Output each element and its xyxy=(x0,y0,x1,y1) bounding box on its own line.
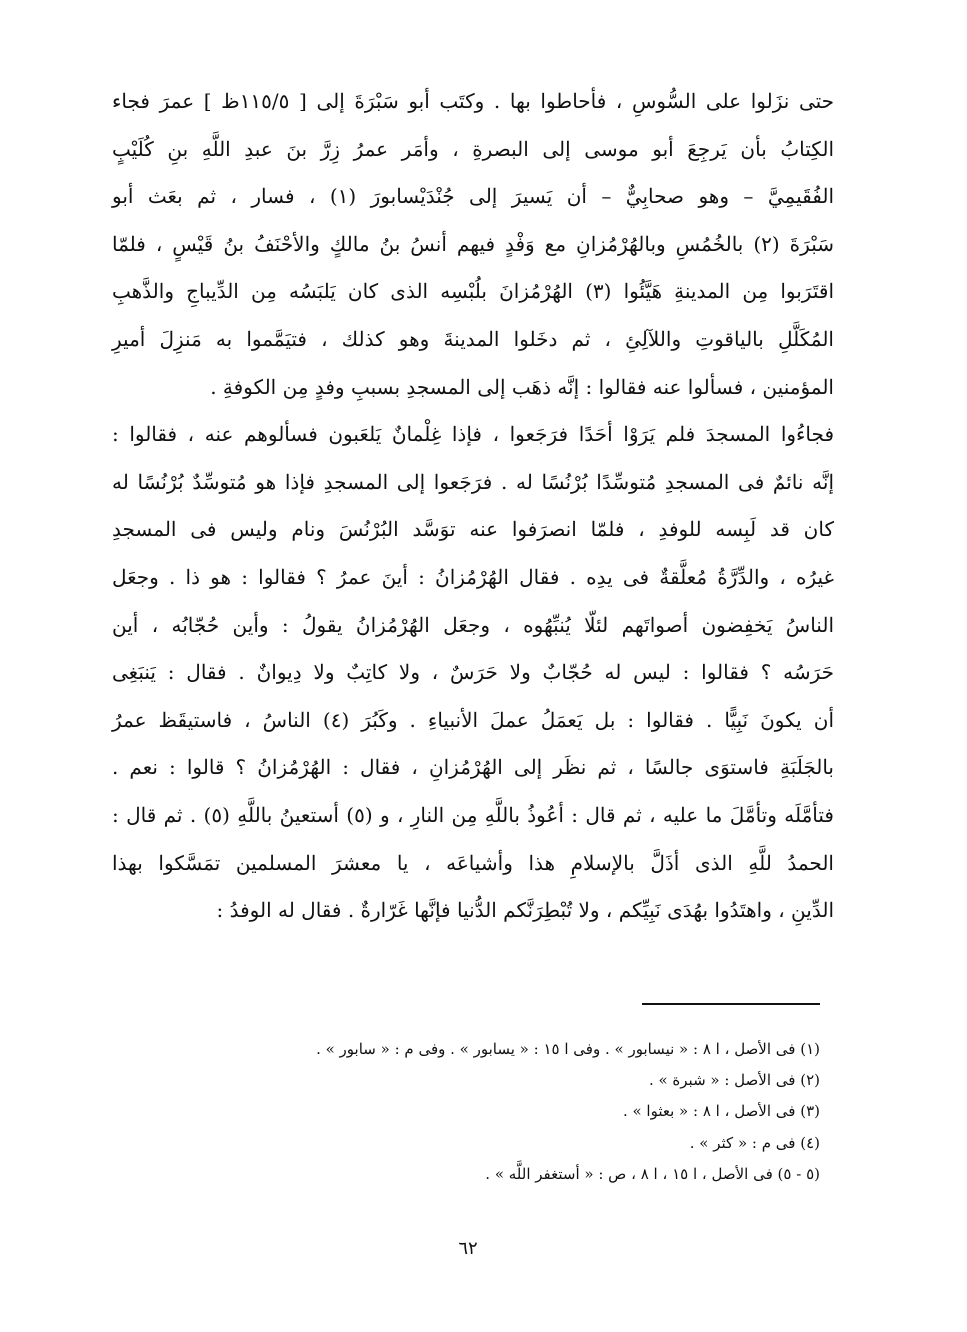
text-line: فتأمَّلَه وتأمَّلَ ما عليه ، ثم قال : أعُوذُ باللَّهِ مِن النارِ ، و (٥) أستعينُ باللَّهِ (٥) . ثم قال : xyxy=(112,802,834,827)
text-line: الحمدُ للَّهِ الذى أذَلَّ بالإسلامِ هذا وأشياعَه ، يا معشرَ المسلمين تمَسَّكوا بهذا xyxy=(112,850,834,875)
text-line: المؤمنين ، فسألوا عنه فقالوا : إنَّه ذهَب إلى المسجدِ بسببِ وفدٍ مِن الكوفةِ . xyxy=(210,374,834,399)
footnote-separator xyxy=(642,1003,820,1005)
text-line: المُكَلَّلِ بالياقوتِ واللآلِئِ ، ثم دخَلوا المدينةَ وهو كذلك ، فتيَمَّموا به مَنزِلَ أميرِ xyxy=(112,326,834,351)
text-line: إنَّه نائمٌ فى المسجدِ مُتوسِّدًا بُرْنُسًا له . فرَجَعوا إلى المسجدِ فإذا هو مُتوسِّدٌ بُرْنُسًا له xyxy=(112,469,834,494)
footnote: (٤) فى م : « كثر » . xyxy=(689,1133,820,1152)
text-line: غيرُه ، والدِّرَّةُ مُعلَّقةٌ فى يدِه . فقال الهُرْمُزانُ : أينَ عمرُ ؟ فقالوا : هو ذا . وجعَل xyxy=(112,564,834,589)
text-line: بالجَلَبَةِ فاستوَى جالسًا ، ثم نظَر إلى الهُرْمُزانِ ، فقال : الهُرْمُزانُ ؟ قالوا : نعم . xyxy=(112,755,834,780)
text-line: الكِتابُ بأن يَرجِعَ أبو موسى إلى البصرةِ ، وأمَر عمرُ زِرَّ بنَ عبدِ اللَّهِ بنِ كُلَيْبٍ xyxy=(112,136,834,161)
text-line: كان قد لَبِسه للوفدِ ، فلمّا انصرَفوا عنه توَسَّد البُرْنُسَ ونام وليس فى المسجدِ xyxy=(112,517,834,542)
footnote: (٥ - ٥) فى الأصل ، ا ١٥ ، ا ٨ ، ص : « أستغفر اللَّه » . xyxy=(485,1164,820,1183)
text-line: فجاءُوا المسجدَ فلم يَرَوْا أحَدًا فرَجَعوا ، فإذا غِلْمانٌ يَلعَبون فسألوهم عنه ، فقالوا : xyxy=(112,422,834,447)
footnote: (١) فى الأصل ، ا ٨ : « نيسابور » . وفى ا ١٥ : « يسابور » . وفى م : « سابور » . xyxy=(316,1040,820,1058)
text-line: الدِّينِ ، واهتَدُوا بهُدَى نَبِيِّكم ، ولا تُبْطِرَنَّكم الدُّنيا فإنَّها غَرّارةٌ . فقال له الوفدُ : xyxy=(216,898,834,923)
text-line: حَرَسُه ؟ فقالوا : ليس له حُجّابٌ ولا حَرَسٌ ، ولا كاتِبٌ ولا دِيوانٌ . فقال : يَنبَغِى xyxy=(112,660,834,685)
footnote: (٣) فى الأصل ، ا ٨ : « بعثوا » . xyxy=(622,1102,820,1121)
footnote: (٢) فى الأصل : « شبرة » . xyxy=(648,1071,820,1090)
main-text-block xyxy=(112,78,834,935)
text-line: سَبْرَةَ (٢) بالخُمُسِ وبالهُرْمُزانِ مع وَفْدٍ فيهم أنسُ بنُ مالكٍ والأحْنَفُ بنُ قَيْسٍ ، فلمّا xyxy=(112,231,834,256)
text-line: حتى نزَلوا على السُّوسِ ، فأحاطوا بها . وكتَب أبو سَبْرَةَ إلى [ ١١٥/٥ظ ] عمرَ فجاء xyxy=(112,89,835,113)
page-number: ٦٢ xyxy=(458,1238,478,1259)
footnotes-block xyxy=(220,1034,820,1190)
text-line: أن يكونَ نَبِيًّا . فقالوا : بل يَعمَلُ عملَ الأنبياءِ . وكَبُرَ (٤) الناسُ ، فاستيقَظ عمرُ xyxy=(112,707,835,732)
text-line: الفُقَيمِيَّ – وهو صحابِيٌّ – أن يَسيرَ إلى جُنْدَيْسابورَ (١) ، فسار ، ثم بعَث أبو xyxy=(112,184,835,209)
text-line: الناسُ يَخفِضون أصواتَهم لئلّا يُنبِّهُوه ، وجعَل الهُرْمُزانُ يقولُ : وأين حُجّابُه ، أين xyxy=(112,612,834,637)
text-line: اقتَرَبوا مِن المدينةِ هَيَّئُوا (٣) الهُرْمُزانَ بلُبْسِه الذى كان يَلبَسُه مِن الدِّيباجِ والذَّهبِ xyxy=(112,279,834,304)
